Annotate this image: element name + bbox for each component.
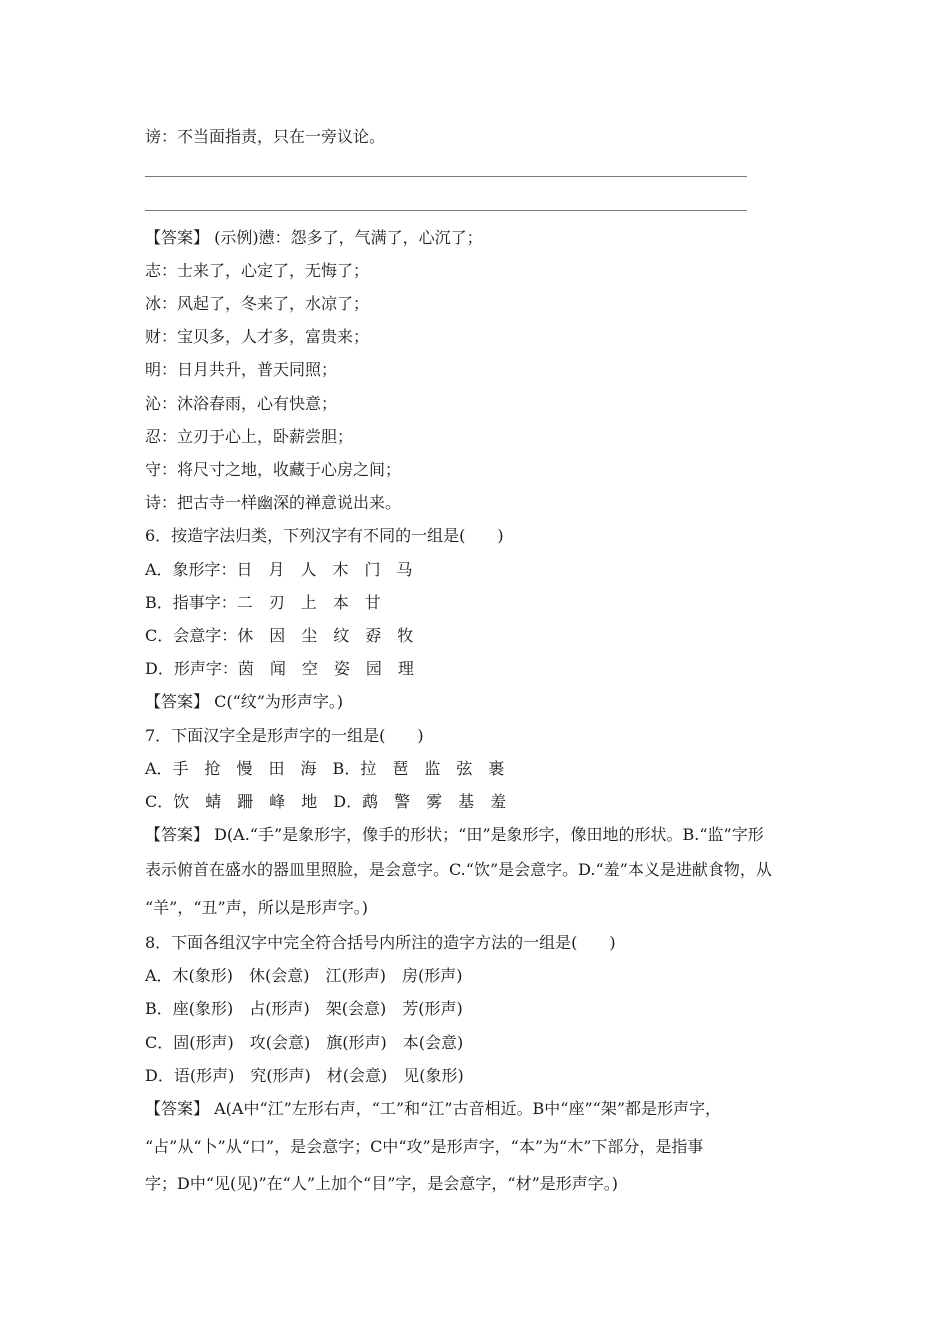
question-7-answer-cont: 表示俯首在盛水的器皿里照脸，是会意字。C.“饮”是会意字。D.“羞”本义是进献食物，从 <box>145 860 772 879</box>
question-6-option-a: A．象形字：日 月 人 木 门 马 <box>145 560 413 579</box>
answer-line: 忍：立刃于心上，卧薪尝胆； <box>145 427 354 446</box>
question-7-stem: 7．下面汉字全是形声字的一组是( ) <box>145 726 424 745</box>
question-7-options-cd: C．饮 蜻 跚 峰 地 D．鹉 警 雾 基 羞 <box>145 792 507 811</box>
answer-line: 【答案】 (示例)懑：怨多了，气满了，心沉了； <box>145 228 483 247</box>
definition-line: 谤：不当面指责，只在一旁议论。 <box>145 127 386 146</box>
question-8-option-b: B．座(象形) 占(形声) 架(会意) 芳(形声) <box>145 999 463 1018</box>
question-7-answer-cont: “羊”，“丑”声，所以是形声字。) <box>145 898 368 917</box>
answer-line: 志：士来了，心定了，无悔了； <box>145 261 370 280</box>
answer-line: 守：将尺寸之地，收藏于心房之间； <box>145 460 402 479</box>
question-8-answer-cont: 字；D中“见(见)”在“人”上加个“目”字，是会意字，“材”是形声字。) <box>145 1174 618 1193</box>
answer-line: 诗：把古寺一样幽深的禅意说出来。 <box>145 493 402 512</box>
answer-line: 沁：沐浴春雨，心有快意； <box>145 394 338 413</box>
question-8-option-c: C．固(形声) 攻(会意) 旗(形声) 本(会意) <box>145 1033 464 1052</box>
question-6-answer: 【答案】 C(“纹”为形声字。) <box>145 692 344 711</box>
question-6-option-c: C．会意字：休 因 尘 纹 孬 牧 <box>145 626 414 645</box>
answer-blank-line <box>145 210 747 211</box>
answer-line: 财：宝贝多，人才多，富贵来； <box>145 327 370 346</box>
answer-line: 明：日月共升，普天同照； <box>145 360 338 379</box>
question-6-option-b: B．指事字：二 刃 上 本 甘 <box>145 593 381 612</box>
question-8-answer: 【答案】 A(A中“江”左形右声，“工”和“江”古音相近。B中“座”“架”都是形声字， <box>145 1099 721 1118</box>
question-8-option-a: A．木(象形) 休(会意) 江(形声) 房(形声) <box>145 966 463 985</box>
question-7-answer: 【答案】 D(A.“手”是象形字，像手的形状；“田”是象形字，像田地的形状。B.“监”字形 <box>145 825 764 844</box>
question-6-stem: 6．按造字法归类，下列汉字有不同的一组是( ) <box>145 526 504 545</box>
question-6-option-d: D．形声字：茵 闻 空 姿 园 理 <box>145 659 414 678</box>
answer-line: 冰：风起了，冬来了，水凉了； <box>145 294 370 313</box>
answer-blank-line <box>145 176 747 177</box>
question-8-answer-cont: “占”从“卜”从“口”，是会意字；C中“攻”是形声字，“本”为“木”下部分，是指事 <box>145 1137 704 1156</box>
question-8-option-d: D．语(形声) 究(形声) 材(会意) 见(象形) <box>145 1066 464 1085</box>
question-7-options-ab: A．手 抢 慢 田 海 B．拉 琶 监 弦 裹 <box>145 759 505 778</box>
question-8-stem: 8．下面各组汉字中完全符合括号内所注的造字方法的一组是( ) <box>145 933 616 952</box>
